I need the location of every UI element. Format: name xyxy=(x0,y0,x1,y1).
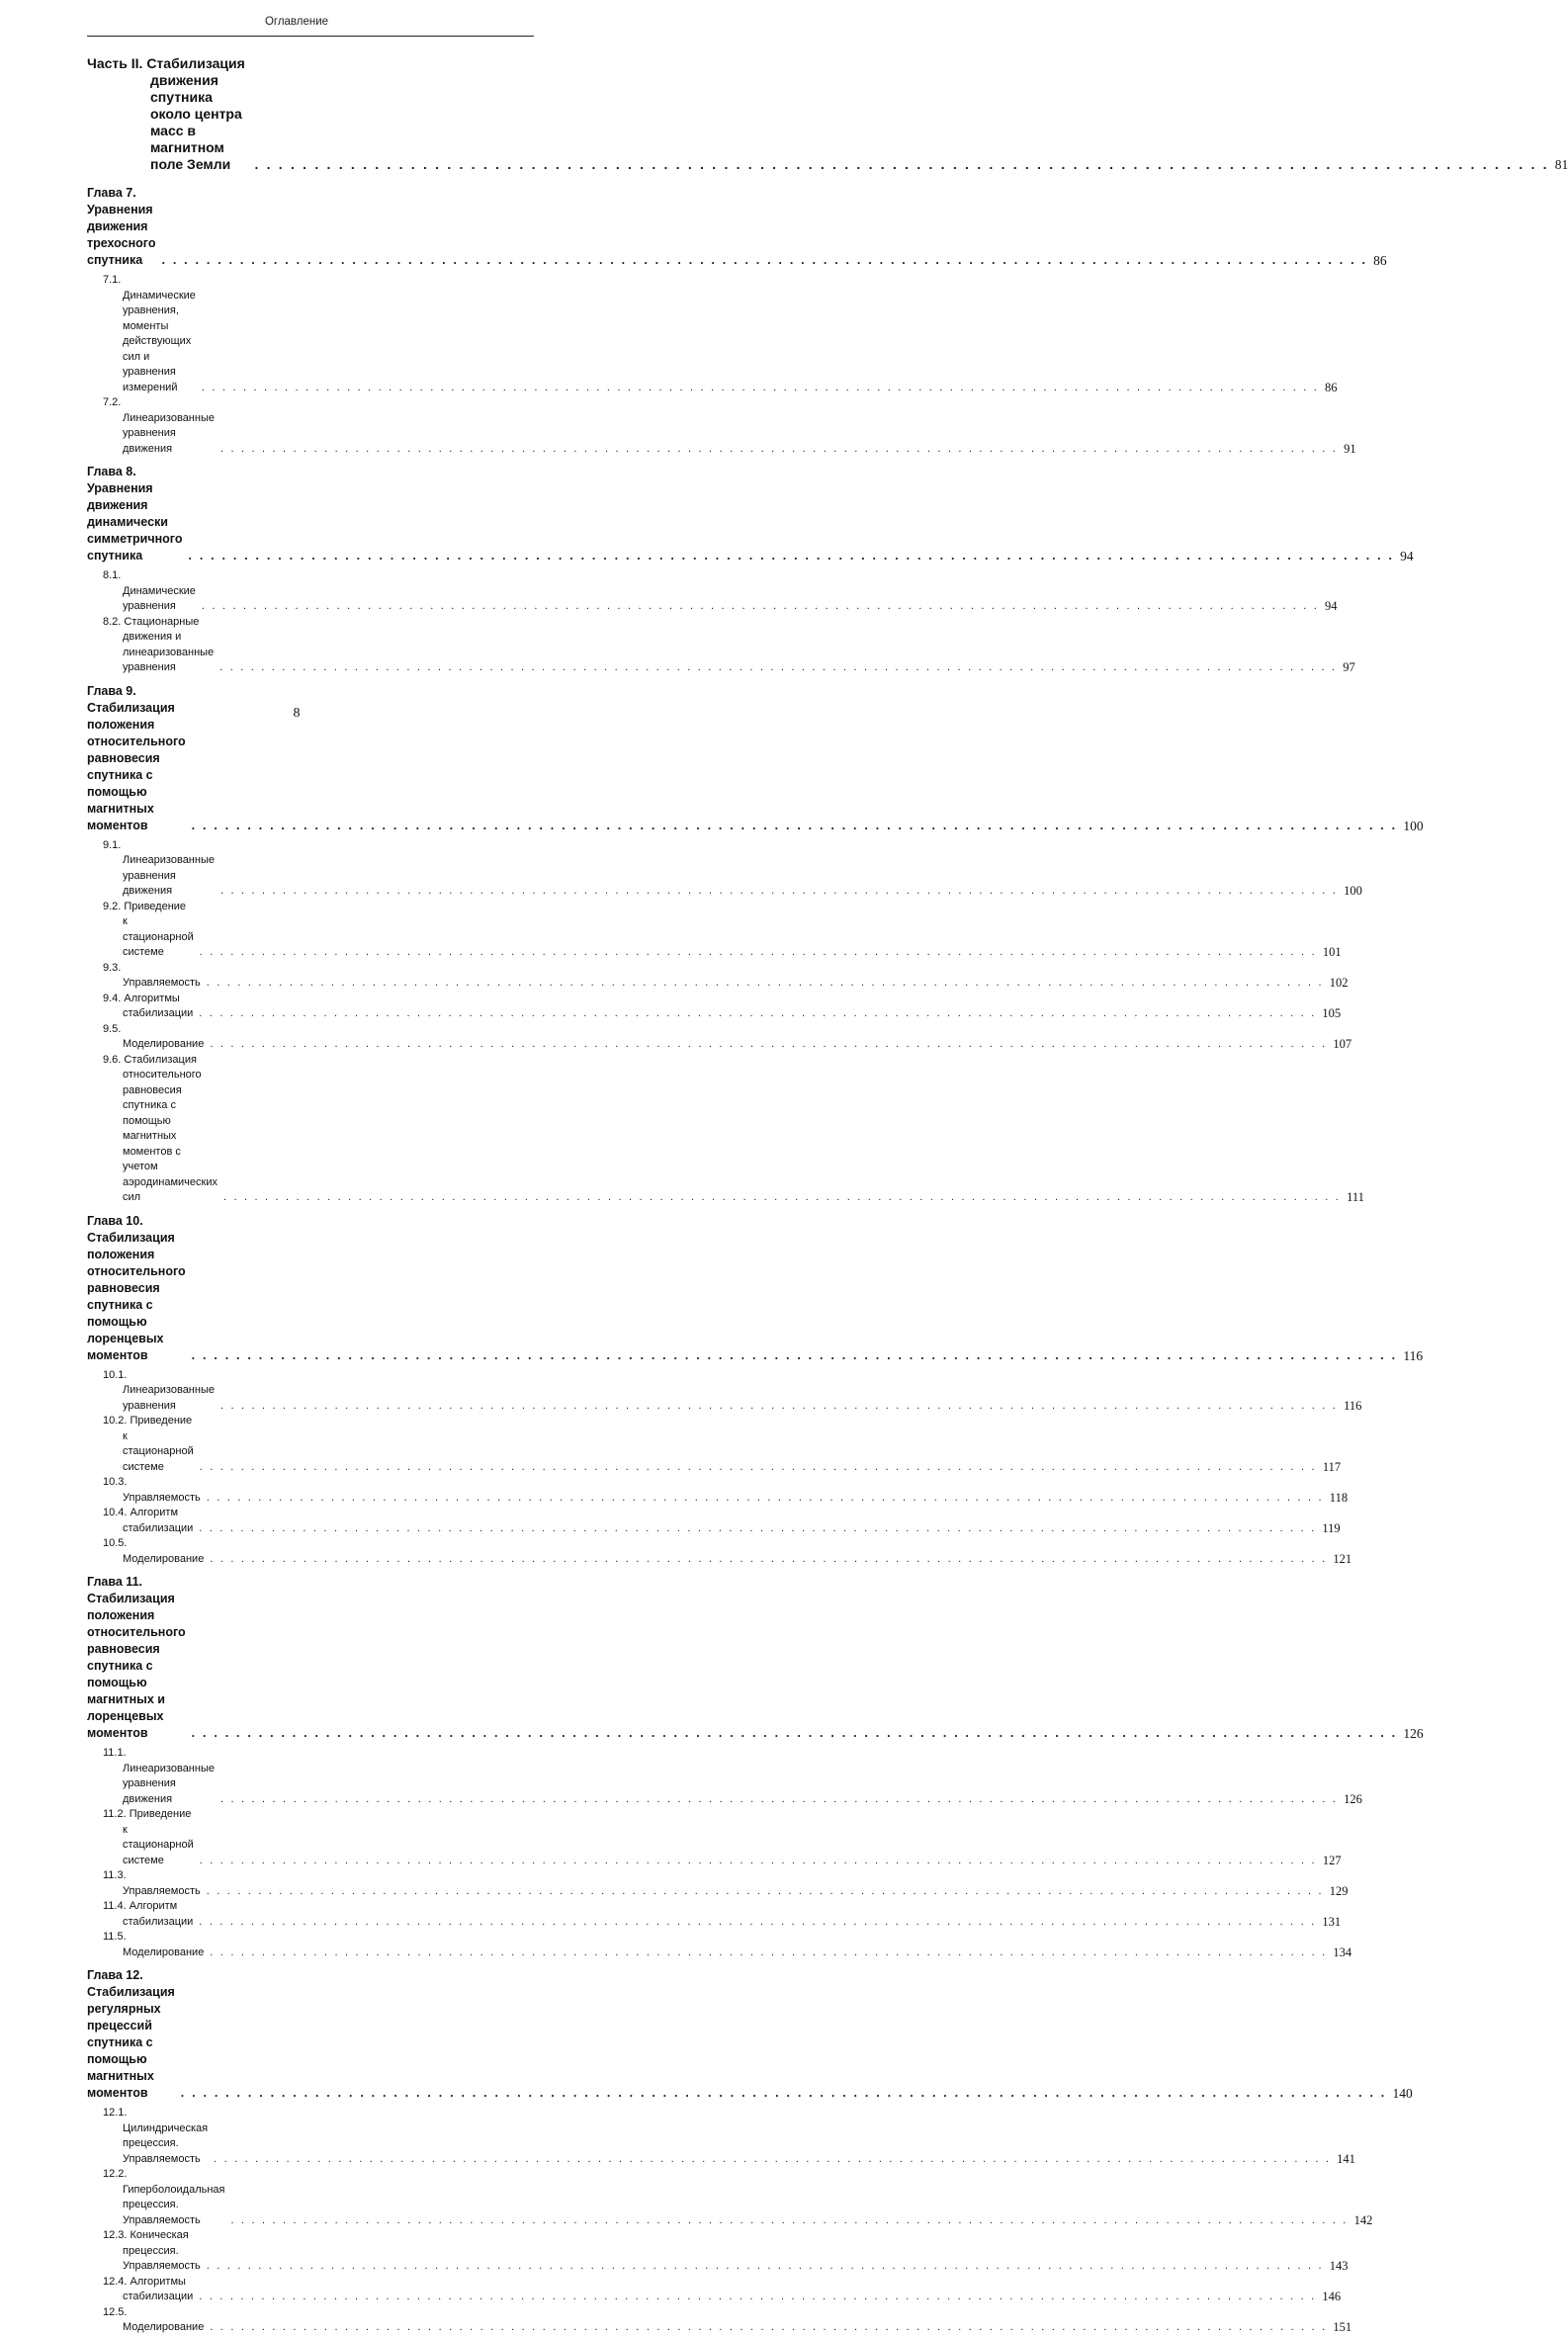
toc-entry-title: 12.3. Коническая прецессия. Управляемость xyxy=(103,2229,201,2272)
toc-entry-title: 11.2. Приведение к стационарной системе xyxy=(103,1808,194,1866)
toc-entry-title: 7.1. Динамические уравнения, моменты действующих сил и уравнения измерений xyxy=(103,274,196,393)
toc-entry-page: 94 xyxy=(1400,549,1414,563)
toc-entry-page: 100 xyxy=(1344,884,1362,898)
dot-leader xyxy=(199,2290,1316,2305)
dot-leader xyxy=(254,156,1548,173)
dot-leader xyxy=(207,1491,1324,1507)
dot-leader xyxy=(220,442,1338,458)
toc-entry-page: 91 xyxy=(1344,441,1356,456)
toc-entry-title: 9.2. Приведение к стационарной системе xyxy=(103,900,194,958)
toc-entry-title: 11.3. Управляемость xyxy=(103,1869,201,1897)
toc-entry-title: 10.4. Алгоритм стабилизации xyxy=(103,1507,194,1534)
toc-entry-page: 116 xyxy=(1344,1398,1362,1413)
toc-entry-page: 140 xyxy=(1392,2086,1413,2101)
toc-entry-title: Глава 12. Стабилизация регулярных прецессий спутника с помощью магнитных моментов xyxy=(87,1968,175,2100)
toc-entry-page: 107 xyxy=(1333,1037,1352,1051)
dot-leader xyxy=(207,2259,1324,2275)
toc-section-entry xyxy=(87,1868,1349,1899)
toc-entry-page: 86 xyxy=(1325,380,1338,394)
toc-entry-title: Глава 10. Стабилизация положения относительного равновесия спутника с помощью лоренцевых моментов xyxy=(87,1213,186,1362)
dot-leader xyxy=(202,599,1319,615)
dot-leader xyxy=(192,818,1398,834)
toc-section-entry xyxy=(87,961,1349,992)
toc-section-entry xyxy=(87,838,1362,900)
dot-leader xyxy=(192,1725,1398,1742)
dot-leader xyxy=(230,2213,1348,2229)
dot-leader xyxy=(219,660,1337,676)
toc-entry-title: 12.1. Цилиндрическая прецессия. Управляемость xyxy=(103,2107,209,2165)
dot-leader xyxy=(214,2152,1331,2168)
toc-section-entry xyxy=(87,1053,1364,1206)
toc-entry-page: 118 xyxy=(1329,1490,1349,1505)
dot-leader xyxy=(192,1347,1398,1364)
dot-leader xyxy=(220,1399,1338,1415)
toc-entry-page: 102 xyxy=(1329,976,1349,990)
toc-entry-title: 10.2. Приведение к стационарной системе xyxy=(103,1415,194,1473)
toc-entry-page: 105 xyxy=(1322,1006,1342,1020)
toc-entry-title: 9.5. Моделирование xyxy=(103,1022,205,1050)
toc-entry-title: 10.1. Линеаризованные уравнения xyxy=(103,1368,215,1412)
toc-entry-page: 81 xyxy=(1554,157,1568,172)
running-header: Оглавление xyxy=(264,16,329,28)
toc-entry-title: Глава 9. Стабилизация положения относительного равновесия спутника с помощью магнитных моментов xyxy=(87,683,186,832)
toc-entry-title: Глава 8. Уравнения движения динамически симметричного спутника xyxy=(87,465,183,562)
toc-entry-title: 9.1. Линеаризованные уравнения движения xyxy=(103,838,215,897)
toc-entry-page: 127 xyxy=(1322,1853,1342,1867)
dot-leader xyxy=(188,548,1394,564)
toc-section-entry xyxy=(87,273,1338,395)
toc-entry-title: 10.3. Управляемость xyxy=(103,1476,201,1504)
dot-leader xyxy=(181,2085,1387,2102)
toc-entry-page: 143 xyxy=(1329,2259,1349,2273)
dot-leader xyxy=(207,1884,1324,1900)
toc-entry-title: 11.1. Линеаризованные уравнения движения xyxy=(103,1747,215,1805)
toc-chapter-entry xyxy=(87,185,1387,269)
toc-section-entry xyxy=(87,1475,1349,1506)
dot-leader xyxy=(210,1946,1327,1961)
dot-leader xyxy=(202,381,1319,396)
toc-section-entry xyxy=(87,1807,1342,1868)
toc-entry-title: 9.6. Стабилизация относительного равновесия спутника с помощью магнитных моментов с учетом аэродинамических сил xyxy=(103,1053,218,1203)
toc-entry-page: 101 xyxy=(1322,945,1342,959)
dot-leader xyxy=(223,1190,1341,1206)
dot-leader xyxy=(200,1460,1317,1476)
dot-leader xyxy=(220,1792,1338,1808)
page-number: 8 xyxy=(293,706,301,721)
toc-section-entry xyxy=(87,1506,1341,1536)
dot-leader xyxy=(199,1006,1316,1022)
dot-leader xyxy=(200,945,1317,961)
toc-section-entry xyxy=(87,1536,1352,1567)
toc-entry-page: 94 xyxy=(1325,599,1338,613)
toc-entry-page: 119 xyxy=(1322,1520,1341,1535)
toc-entry-title: 8.2. Стационарные движения и линеаризованные уравнения xyxy=(103,615,215,673)
toc-entry-title: 12.4. Алгоритмы стабилизации xyxy=(103,2275,194,2302)
toc-entry-page: 134 xyxy=(1333,1945,1352,1959)
toc-entry-page: 142 xyxy=(1353,2212,1373,2227)
dot-leader xyxy=(210,1037,1327,1053)
toc-entry-title: 9.4. Алгоритмы стабилизации xyxy=(103,992,194,1019)
toc-entry-page: 146 xyxy=(1322,2290,1342,2303)
toc-entry-title: 9.3. Управляемость xyxy=(103,961,201,989)
toc-section-entry xyxy=(87,568,1338,615)
toc-chapter-entry xyxy=(87,1574,1424,1742)
toc-chapter-entry xyxy=(87,1967,1413,2102)
toc-section-entry xyxy=(87,1930,1352,1960)
table-of-contents xyxy=(87,45,1568,2336)
toc-entry-page: 117 xyxy=(1322,1459,1342,1474)
header-rule xyxy=(87,36,534,37)
toc-chapter-entry xyxy=(87,464,1414,564)
toc-entry-title: 12.2. Гиперболоидальная прецессия. Управляемость xyxy=(103,2168,225,2226)
toc-entry-page: 129 xyxy=(1329,1883,1349,1898)
toc-entry-title: 7.2. Линеаризованные уравнения движения xyxy=(103,396,215,455)
toc-section-entry xyxy=(87,900,1342,961)
toc-entry-title: 11.4. Алгоритм стабилизации xyxy=(103,1900,194,1928)
toc-entry-page: 86 xyxy=(1373,253,1387,268)
dot-leader xyxy=(210,2320,1327,2336)
toc-section-entry xyxy=(87,1746,1362,1807)
toc-entry-page: 97 xyxy=(1343,660,1355,674)
toc-entry-page: 100 xyxy=(1403,818,1424,833)
toc-entry-page: 121 xyxy=(1333,1551,1352,1566)
toc-section-entry xyxy=(87,2275,1342,2305)
toc-entry-page: 111 xyxy=(1347,1190,1364,1204)
toc-section-entry xyxy=(87,2305,1352,2336)
toc-entry-page: 126 xyxy=(1403,1726,1424,1741)
toc-entry-page: 116 xyxy=(1403,1347,1424,1363)
toc-entry-title: 12.5. Моделирование xyxy=(103,2305,205,2333)
toc-entry-title: Глава 11. Стабилизация положения относительного равновесия спутника с помощью магнитных и лоренцевых моментов xyxy=(87,1575,186,1740)
toc-entry-page: 141 xyxy=(1337,2151,1355,2166)
toc-section-entry xyxy=(87,1414,1342,1475)
toc-part-entry xyxy=(87,55,1568,173)
toc-entry-page: 131 xyxy=(1322,1914,1342,1929)
dot-leader xyxy=(199,1915,1316,1931)
toc-section-entry xyxy=(87,395,1356,457)
toc-entry-title: 11.5. Моделирование xyxy=(103,1931,205,1958)
dot-leader xyxy=(199,1521,1316,1537)
toc-entry-title: 8.1. Динамические уравнения xyxy=(103,569,196,612)
dot-leader xyxy=(207,976,1324,992)
toc-section-entry xyxy=(87,1022,1352,1053)
dot-leader xyxy=(210,1552,1327,1568)
dot-leader xyxy=(220,884,1338,900)
toc-chapter-entry xyxy=(87,1213,1424,1364)
toc-section-entry xyxy=(87,2228,1349,2275)
toc-section-entry xyxy=(87,1899,1342,1930)
toc-entry-page: 151 xyxy=(1333,2320,1352,2334)
toc-section-entry xyxy=(87,992,1342,1022)
toc-section-entry xyxy=(87,615,1355,676)
toc-entry-title: 10.5. Моделирование xyxy=(103,1537,205,1565)
toc-entry-page: 126 xyxy=(1344,1791,1362,1806)
toc-section-entry xyxy=(87,2106,1355,2167)
dot-leader xyxy=(161,252,1367,269)
toc-section-entry xyxy=(87,2167,1373,2228)
toc-section-entry xyxy=(87,1368,1362,1415)
dot-leader xyxy=(200,1854,1317,1869)
toc-entry-title: Часть II. Стабилизация движения спутника около центра масс в магнитном поле Земли xyxy=(87,55,245,172)
toc-entry-title: Глава 7. Уравнения движения трехосного спутника xyxy=(87,186,156,267)
